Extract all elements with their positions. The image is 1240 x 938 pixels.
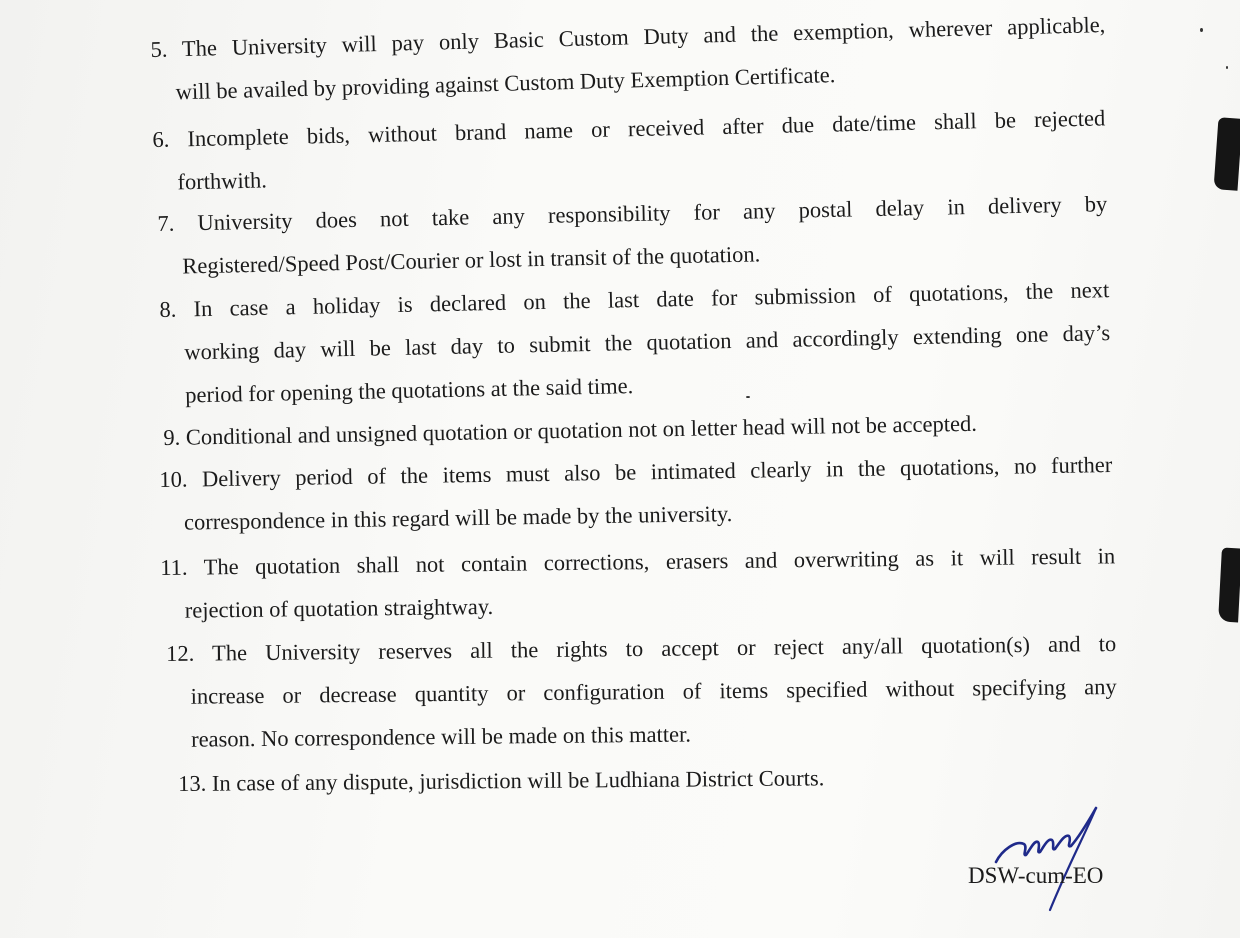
term-line: rejection of quotation straightway. (184, 593, 494, 623)
term-item-10 (159, 443, 1113, 544)
term-item-13 (178, 756, 898, 805)
term-number: 10. (159, 466, 188, 492)
signatory-designation: DSW-cum-EO (968, 863, 1104, 888)
term-line: working day will be last day to submit the quotation and accordingly extending one day’s (184, 320, 1111, 365)
term-line: 10. Delivery period of the items must also be intimated clearly in the quotations, no further (159, 443, 1113, 501)
term-number: 5. (150, 36, 168, 62)
term-number: 13. (178, 770, 207, 796)
term-number: 7. (157, 210, 175, 236)
term-number: 8. (159, 296, 177, 322)
term-line: 8. In case a holiday is declared on the last date for submission of quotations, the next (159, 268, 1110, 331)
term-line: period for opening the quotations at the said time. (184, 373, 634, 408)
term-line: 11. The quotation shall not contain corrections, erasers and overwriting as it will result in (160, 534, 1115, 589)
term-item-8 (159, 268, 1111, 417)
term-line: forthwith. (177, 167, 268, 195)
term-item-5 (150, 3, 1107, 114)
term-line: Registered/Speed Post/Courier or lost in transit of the quotation. (182, 241, 761, 279)
term-line: will be availed by providing against Custom Duty Exemption Certificate. (175, 62, 836, 105)
handwritten-signature (968, 800, 1128, 915)
term-line: reason. No correspondence will be made on this matter. (190, 721, 692, 752)
term-line: 6. Incomplete bids, without brand name or received after due date/time shall be rejected (152, 96, 1106, 161)
term-number: 6. (152, 126, 170, 152)
term-item-12 (166, 622, 1117, 761)
term-number: 12. (166, 640, 195, 666)
term-line: 13. In case of any dispute, jurisdiction will be Ludhiana District Courts. (178, 756, 898, 805)
term-line: 5. The University will pay only Basic Custom Duty and the exemption, wherever applicable, (150, 3, 1106, 71)
term-line: increase or decrease quantity or configuration of items specified without specifying any (190, 674, 1117, 709)
term-line: 7. University does not take any responsibility for any postal delay in delivery by (157, 182, 1108, 245)
term-line: 9. Conditional and unsigned quotation or quotation not on letter head will not be accepted. (163, 400, 1079, 459)
term-number: 9. (163, 424, 181, 450)
term-number: 11. (160, 554, 188, 580)
signature-block (968, 800, 1128, 915)
term-line: 12. The University reserves all the rights to accept or reject any/all quotation(s) and to (166, 622, 1116, 675)
term-item-11 (160, 534, 1116, 632)
term-line: correspondence in this regard will be made by the university. (183, 501, 733, 535)
